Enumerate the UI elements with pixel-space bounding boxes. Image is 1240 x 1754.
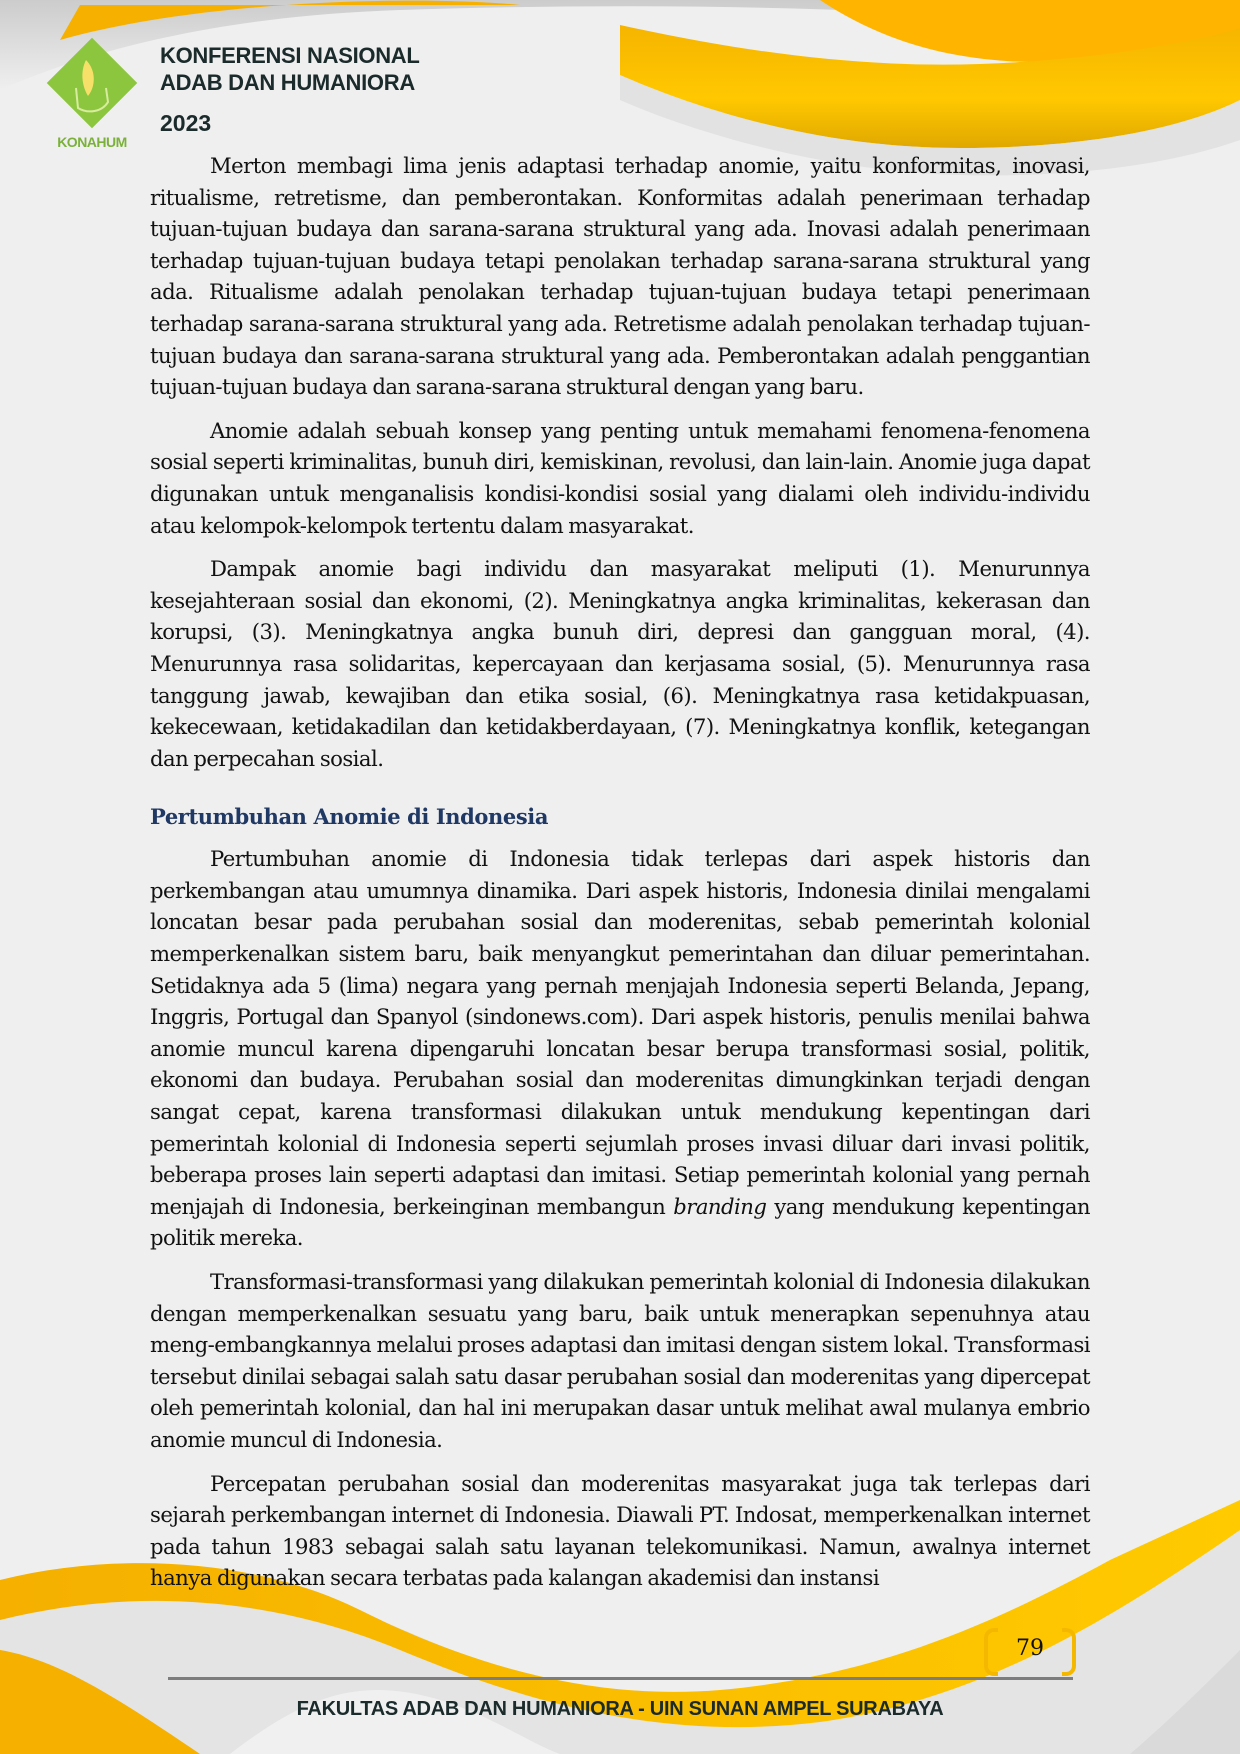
- paragraph-anomie-impacts: Dampak anomie bagi individu dan masyarakat meliputi (1). Menurunnya kesejahteraan sosial dan ekonomi, (2). Meningkatnya angka kriminalitas, kekerasan dan korupsi, (3). Meningkatnya angka bunuh diri, depresi dan gangguan moral, (4). Menurunnya rasa solidaritas, kepercayaan dan kerjasama sosial, (5). Menurunnya rasa tanggung jawab, kewajiban dan etika sosial, (6). Meningkatnya rasa ketidakpuasan, kekecewaan, ketidakadilan dan ketidakberdayaan, (7). Meningkatnya konflik, ketegangan dan perpecahan sosial.: [150, 556, 1090, 771]
- footer-divider: [168, 1677, 1073, 1680]
- konahum-logo: [46, 44, 138, 152]
- paragraph-text-tail: yang mendukung kepentingan politik mereka.: [150, 1193, 1090, 1251]
- conference-year: 2023: [160, 110, 212, 136]
- conference-title-line1: KONFERENSI NASIONAL: [160, 43, 420, 68]
- paragraph-anomie-concept: Anomie adalah sebuah konsep yang penting untuk memahami fenomena-fenomena sosial seperti kriminalitas, bunuh diri, kemiskinan, revolusi, dan lain-lain. Anomie juga dapat digunakan untuk menganalisis kondisi-kondisi sosial yang dialami oleh individu-individu atau kelompok-kelompok tertentu dalam masyarakat.: [150, 417, 1090, 538]
- paragraph-anomie-growth: [150, 843, 1090, 1254]
- paragraph-merton-adaptations: Merton membagi lima jenis adaptasi terhadap anomie, yaitu konformitas, inovasi, ritualisme, retretisme, dan pemberontakan. Konformitas adalah penerimaan terhadap tujuan-tujuan budaya dan sarana-sarana struktural yang ada. Inovasi adalah penerimaan terhadap tujuan-tujuan budaya tetapi penolakan terhadap sarana-sarana struktural yang ada. Ritualisme adalah penolakan terhadap tujuan-tujuan budaya tetapi penerimaan terhadap sarana-sarana struktural yang ada. Retretisme adalah penolakan terhadap tujuan-tujuan budaya dan sarana-sarana struktural yang ada. Pemberontakan adalah penggantian tujuan-tujuan budaya dan sarana-sarana struktural dengan yang baru.: [150, 153, 1090, 400]
- conference-title-line2: ADAB DAN HUMANIORA: [160, 70, 415, 95]
- section-heading: Pertumbuhan Anomie di Indonesia: [150, 804, 549, 830]
- page-number: 79: [1016, 1636, 1044, 1661]
- footer-institution: FAKULTAS ADAB DAN HUMANIORA - UIN SUNAN AMPEL SURABAYA: [296, 1698, 944, 1720]
- article-body: [150, 150, 1090, 1606]
- page-number-badge: [984, 1628, 1076, 1670]
- paragraph-internet-history: Percepatan perubahan sosial dan moderenitas masyarakat juga tak terlepas dari sejarah perkembangan internet di Indonesia. Diawali PT. Indosat, memperkenalkan internet pada tahun 1983 sebagai salah satu layanan telekomunikasi. Namun, awalnya internet hanya digunakan secara terbatas pada kalangan akademisi dan instansi: [150, 1470, 1090, 1591]
- paragraph-colonial-transformation: Transformasi-transformasi yang dilakukan pemerintah kolonial di Indonesia dilakukan dengan memperkenalkan sesuatu yang baru, baik untuk menerapkan sepenuhnya atau meng-embangkannya melalui proses adaptasi dan imitasi dengan sistem lokal. Transformasi tersebut dinilai sebagai salah satu dasar perubahan sosial dan moderenitas yang dipercepat oleh pemerintah kolonial, dan hal ini merupakan dasar untuk melihat awal mulanya embrio anomie muncul di Indonesia.: [150, 1269, 1090, 1452]
- paragraph-text: Pertumbuhan anomie di Indonesia tidak terlepas dari aspek historis dan perkembangan atau umumnya dinamika. Dari aspek historis, Indonesia dinilai mengalami loncatan besar pada perubahan sosial dan moderenitas, sebab pemerintah kolonial memperkenalkan sistem baru, baik menyangkut pemerintahan dan diluar pemerintahan. Setidaknya ada 5 (lima) negara yang pernah menjajah Indonesia seperti Belanda, Jepang, Inggris, Portugal dan Spanyol (sindonews.com). Dari aspek historis, penulis menilai bahwa anomie muncul karena dipengaruhi loncatan besar berupa transformasi sosial, politik, ekonomi dan budaya. Perubahan sosial dan moderenitas dimungkinkan terjadi dengan sangat cepat, karena transformasi dilakukan untuk mendukung kepentingan dari pemerintah kolonial di Indonesia seperti sejumlah proses invasi diluar dari invasi politik, beberapa proses lain seperti adaptasi dan imitasi. Setiap pemerintah kolonial yang pernah menjajah di Indonesia, berkeinginan membangun: [150, 846, 1090, 1219]
- logo-quill-icon: [68, 58, 114, 120]
- page-header: [0, 0, 1240, 160]
- italic-term: branding: [673, 1193, 767, 1219]
- logo-text: KONAHUM: [57, 134, 127, 150]
- conference-title: [160, 42, 420, 96]
- right-bracket-icon: [1062, 1628, 1076, 1676]
